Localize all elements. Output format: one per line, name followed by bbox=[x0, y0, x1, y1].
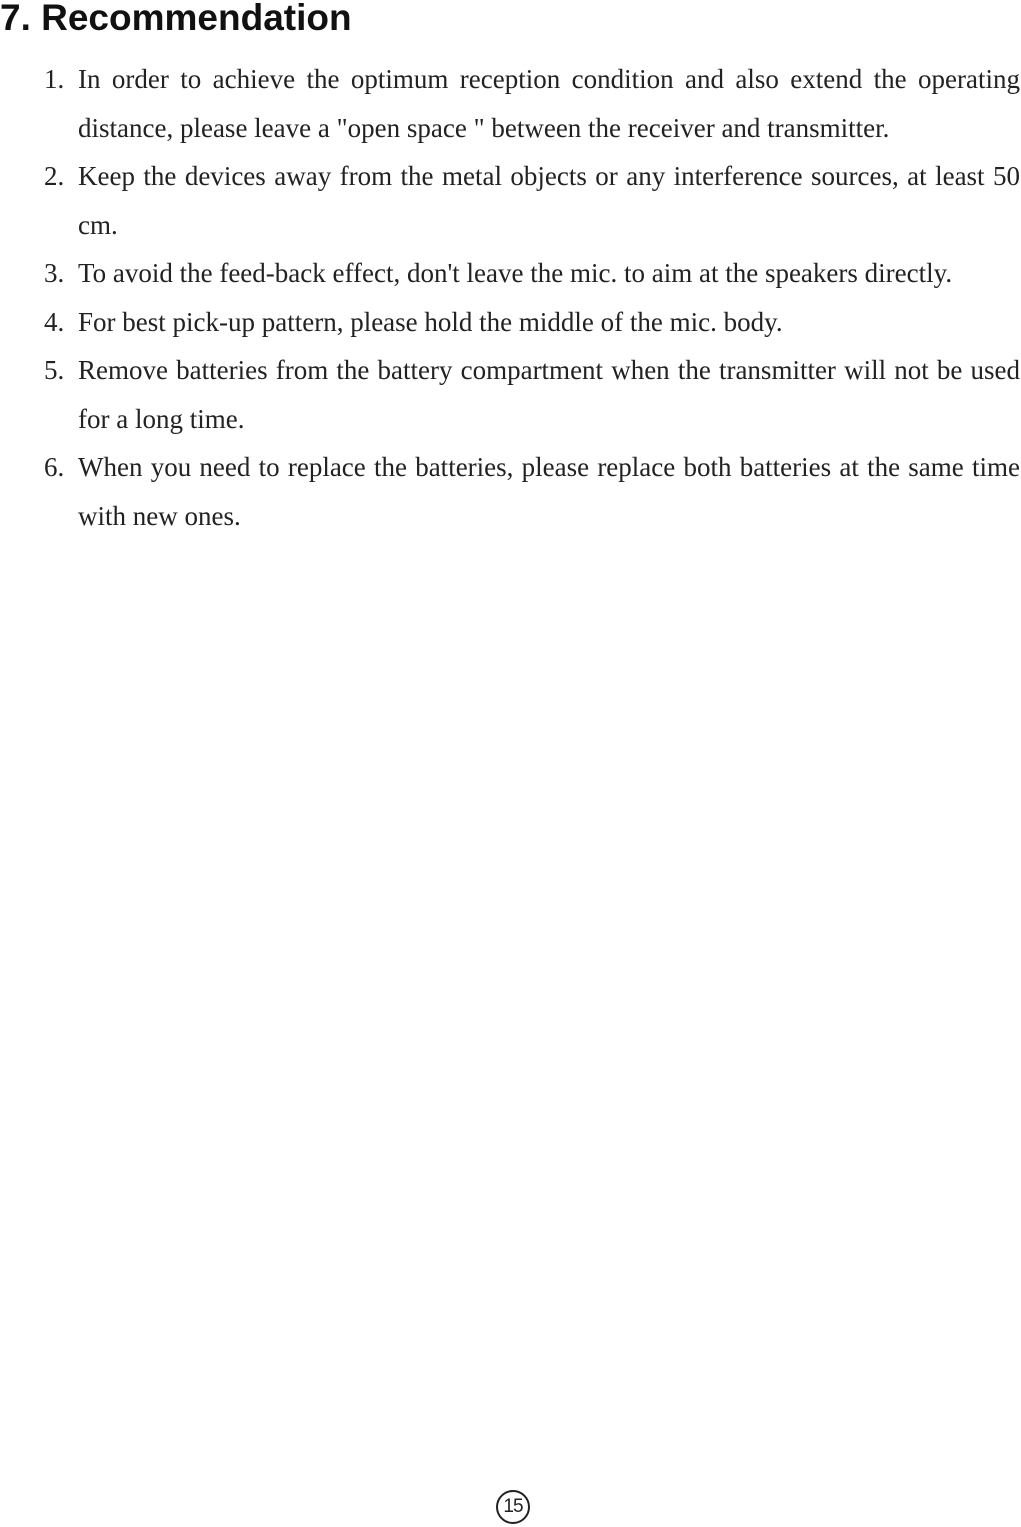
list-item bbox=[44, 249, 1020, 298]
list-item-number: 5. bbox=[44, 355, 65, 385]
list-item-text: To avoid the feed-back effect, don't leave the mic. to aim at the speakers directly. bbox=[78, 258, 953, 288]
list-item-number: 1. bbox=[44, 64, 65, 94]
section-title: 7. Recommendation bbox=[0, 0, 352, 38]
list-item-number: 6. bbox=[44, 452, 65, 482]
recommendation-list bbox=[44, 55, 1020, 540]
list-item-text: Remove batteries from the battery compartment when the transmitter will not be used for a long time. bbox=[78, 355, 1020, 434]
list-item-number: 2. bbox=[44, 161, 65, 191]
list-item-text: For best pick-up pattern, please hold the middle of the mic. body. bbox=[78, 306, 783, 337]
list-item-text: When you need to replace the batteries, please replace both batteries at the same time with new ones. bbox=[78, 452, 1020, 531]
list-item bbox=[44, 152, 1020, 249]
list-item-text: Keep the devices away from the metal objects or any interference sources, at least 50 cm. bbox=[78, 161, 1020, 240]
list-item-text: In order to achieve the optimum reception condition and also extend the operating distance, please leave a "open space " between the receiver and transmitter. bbox=[78, 64, 1020, 143]
list-item bbox=[44, 346, 1020, 443]
list-item bbox=[44, 298, 1020, 347]
list-item bbox=[44, 55, 1020, 152]
page-number: 15 bbox=[496, 1490, 530, 1524]
list-item-number: 4. bbox=[44, 306, 65, 337]
list-item-number: 3. bbox=[44, 258, 65, 288]
list-item bbox=[44, 443, 1020, 540]
